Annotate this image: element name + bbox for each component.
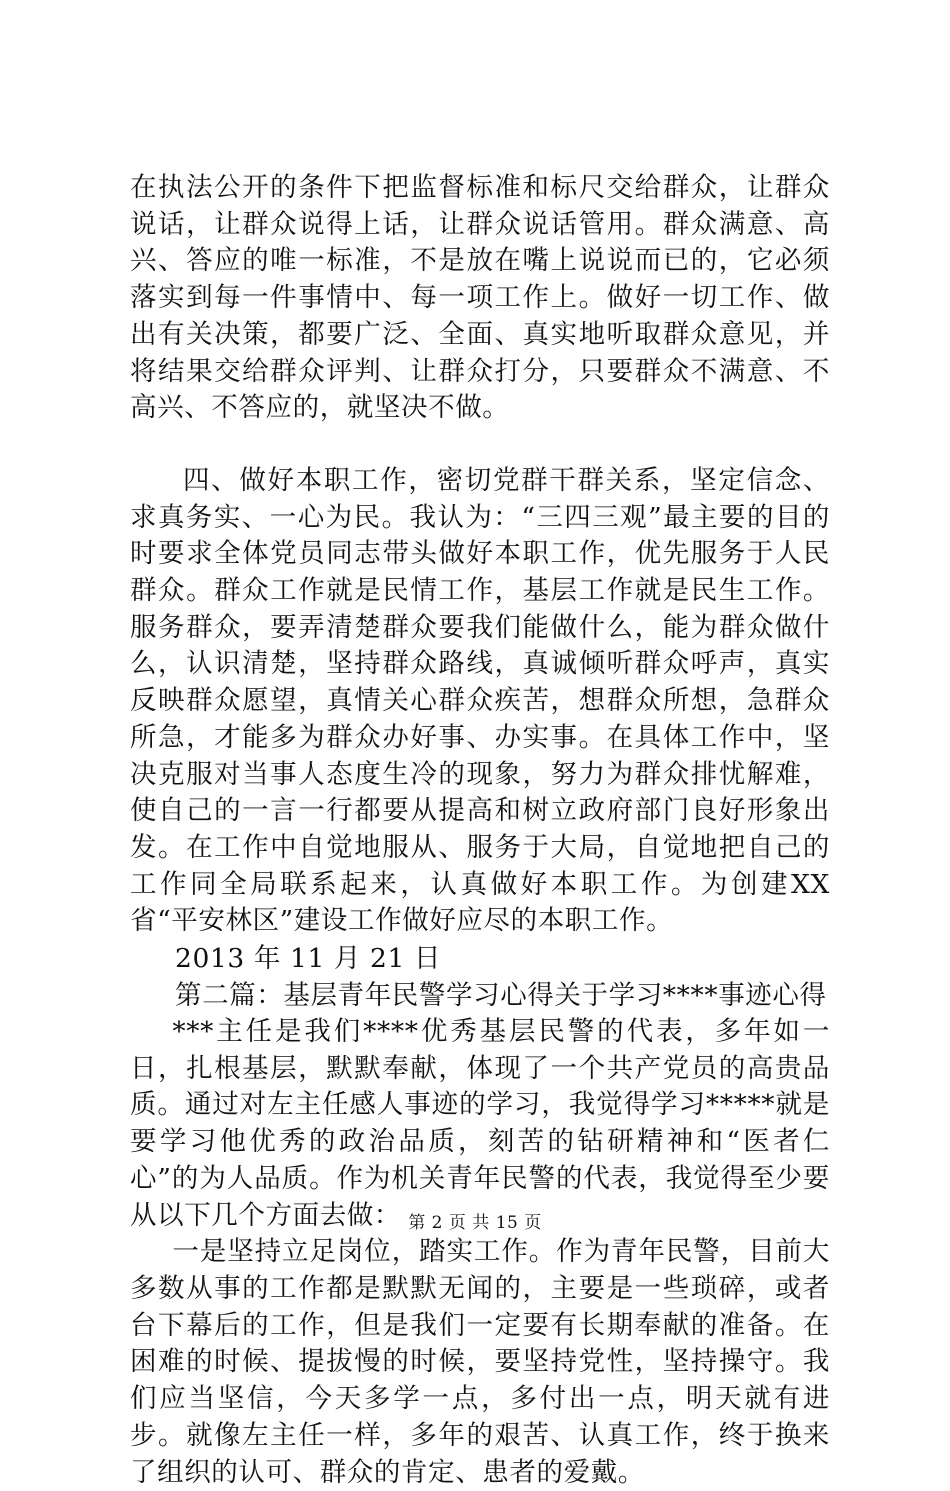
page-footer: 第 2 页 共 15 页 <box>408 1213 542 1233</box>
paragraph-gap <box>130 427 830 463</box>
paragraph-2: 四、做好本职工作，密切党群干群关系，坚定信念、求真务实、一心为民。我认为：“三四三观”最主要的目的时要求全体党员同志带头做好本职工作，优先服务于人民群众。群众工作就是民情工作，基层工作就是民生工作。服务群众，要弄清楚群众要我们能做什么，能为群众做什么，认识清楚，坚持群众路线，真诚倾听群众呼声，真实反映群众愿望，真情关心群众疾苦，想群众所想，急群众所急，才能多为群众办好事、办实事。在具体工作中，坚决克服对当事人态度生冷的现象，努力为群众排忧解难，使自己的一言一行都要从提高和树立政府部门良好形象出发。在工作中自觉地服从、服务于大局，自觉地把自己的工作同全局联系起来，认真做好本职工作。为创建XX省“平安林区”建设工作做好应尽的本职工作。 <box>130 464 830 937</box>
section-heading: 第二篇：基层青年民警学习心得关于学习****事迹心得 <box>175 980 827 1012</box>
paragraph-1: 在执法公开的条件下把监督标准和标尺交给群众，让群众说话，让群众说得上话，让群众说话管用。群众满意、高兴、答应的唯一标准，不是放在嘴上说说而已的，它必须落实到每一件事情中、每一项工作上。做好一切工作、做出有关决策，都要广泛、全面、真实地听取群众意见，并将结果交给群众评判、让群众打分，只要群众不满意、不高兴、不答应的，就坚决不做。 <box>130 172 830 424</box>
paragraph-3: ***主任是我们****优秀基层民警的代表，多年如一日，扎根基层，默默奉献，体现了一个共产党员的高贵品质。通过对左主任感人事迹的学习，我觉得学习*****就是要学习他优秀的政治品质，刻苦的钻研精神和“医者仁心”的为人品质。作为机关青年民警的代表，我觉得至少要从以下几个方面去做： <box>130 1016 830 1231</box>
document-body <box>130 170 830 1491</box>
paragraph-4: 一是坚持立足岗位，踏实工作。作为青年民警，目前大多数从事的工作都是默默无闻的，主要是一些琐碎，或者台下幕后的工作，但是我们一定要有长期奉献的准备。在困难的时候、提拔慢的时候，要坚持党性，坚持操守。我们应当坚信，今天多学一点，多付出一点，明天就有进步。就像左主任一样，多年的艰苦、认真工作，终于换来了组织的认可、群众的肯定、患者的爱戴。 <box>130 1236 830 1488</box>
document-date: 2013 年 11 月 21 日 <box>175 943 442 975</box>
